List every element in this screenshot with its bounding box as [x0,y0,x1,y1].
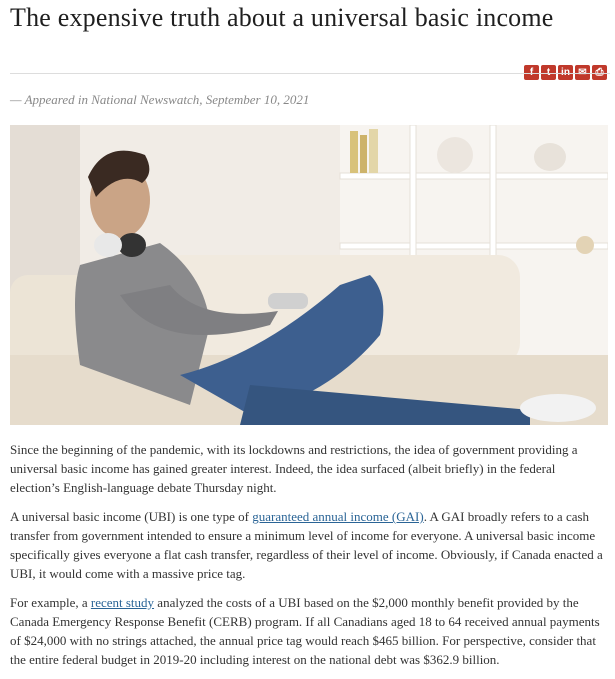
paragraph-text: Since the beginning of the pandemic, with its lockdowns and restrictions, the idea of government providing a universal basic income has gained greater interest. Indeed, the idea surfaced (albeit briefly) in the federal election’s English-language debate Thursday night. [10,442,578,495]
young-man-gaming-on-sofa-illustration [10,125,608,425]
paragraph [10,593,608,669]
paragraph-text: . A GAI broadly refers to a cash transfer from government intended to ensure a minimum level of income for everyone. A universal basic income specifically gives everyone a flat cash transfer, regardless of their level of income. Obviously, if Canada enacted a UBI, it would come with a massive price tag. [10,509,603,581]
article-body [10,440,608,679]
paragraph [10,507,608,583]
recent-study-link[interactable]: recent study [90,595,155,610]
paragraph-text: A universal basic income (UBI) is one type of [10,509,253,524]
paragraph-text: analyzed the costs of a UBI based on the $2,000 monthly benefit provided by the Canada Emergency Response Benefit (CERB) program. If all Canadians aged 18 to 64 received annual payments of $24,000 with no strings attached, the annual price tag would reach $465 billion. For perspective, consider that the entire federal budget in 2019-20 including interest on the national debt was $362.9 billion. [10,595,600,667]
byline: — Appeared in National Newswatch, September 10, 2021 [10,92,310,107]
article-title: The expensive truth about a universal basic income [10,3,554,32]
paragraph [10,440,608,497]
paragraph-text: For example, a [10,595,91,610]
title-divider [10,73,610,74]
gai-link[interactable]: guaranteed annual income (GAI) [252,509,424,524]
hero-image [10,125,608,425]
